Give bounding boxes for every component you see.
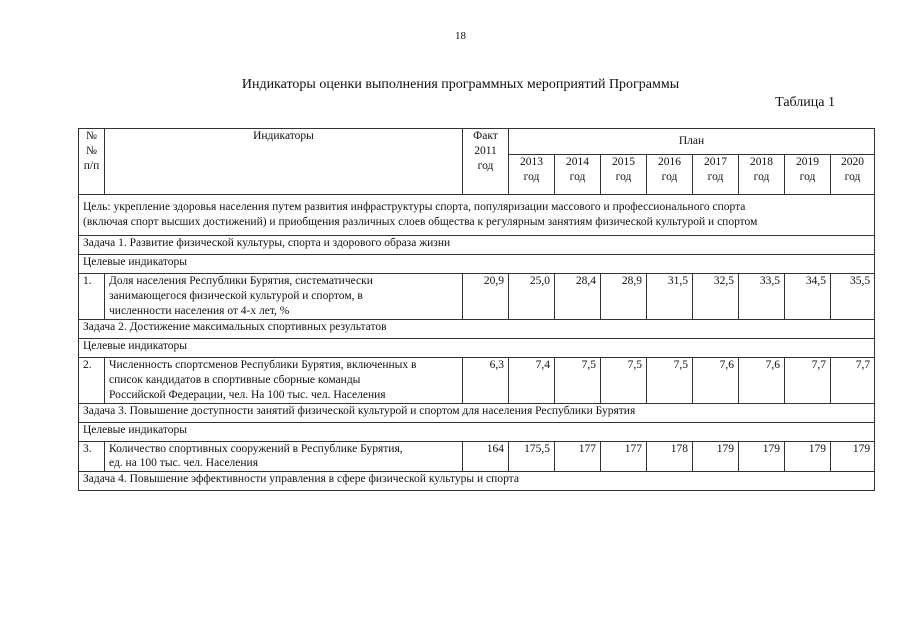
header-year: 2019 год xyxy=(785,155,831,195)
page-number: 18 xyxy=(455,30,466,42)
task-subheading: Целевые индикаторы xyxy=(79,338,875,357)
header-indicators: Индикаторы xyxy=(105,129,463,195)
row-value: 25,0 xyxy=(509,273,555,319)
row-value: 177 xyxy=(555,441,601,472)
table-row xyxy=(79,441,875,472)
row-fact: 6,3 xyxy=(463,357,509,403)
header-num: № № п/п xyxy=(79,129,105,195)
task-subheading: Целевые индикаторы xyxy=(79,254,875,273)
row-num: 2. xyxy=(79,357,105,403)
task-title: Задача 2. Достижение максимальных спортивных результатов xyxy=(79,319,875,338)
row-value: 7,6 xyxy=(693,357,739,403)
header-plan: План xyxy=(509,129,875,155)
row-value: 179 xyxy=(739,441,785,472)
header-year: 2017 год xyxy=(693,155,739,195)
row-value: 7,5 xyxy=(555,357,601,403)
row-value: 32,5 xyxy=(693,273,739,319)
row-fact: 164 xyxy=(463,441,509,472)
row-value: 177 xyxy=(601,441,647,472)
row-num: 3. xyxy=(79,441,105,472)
table-row xyxy=(79,357,875,403)
indicators-table xyxy=(78,128,875,491)
row-value: 35,5 xyxy=(831,273,875,319)
task-title: Задача 3. Повышение доступности занятий физической культурой и спортом для населения Республики Бурятия xyxy=(79,403,875,422)
header-year: 2018 год xyxy=(739,155,785,195)
row-value: 7,5 xyxy=(647,357,693,403)
task-title: Задача 4. Повышение эффективности управления в сфере физической культуры и спорта xyxy=(79,472,875,491)
row-value: 34,5 xyxy=(785,273,831,319)
row-value: 7,4 xyxy=(509,357,555,403)
goal-row: Цель: укрепление здоровья населения путем развития инфраструктуры спорта, популяризации массового и профессионального спорта (включая спорт высших достижений) и приобщения различных слоев общества к регулярным занятиям физической культурой и спортом xyxy=(79,195,875,236)
row-value: 31,5 xyxy=(647,273,693,319)
row-value: 179 xyxy=(831,441,875,472)
header-fact: Факт 2011 год xyxy=(463,129,509,195)
row-value: 7,7 xyxy=(785,357,831,403)
header-year: 2016 год xyxy=(647,155,693,195)
task-subheading: Целевые индикаторы xyxy=(79,422,875,441)
document-title: Индикаторы оценки выполнения программных мероприятий Программы xyxy=(241,77,680,92)
row-value: 33,5 xyxy=(739,273,785,319)
row-value: 179 xyxy=(785,441,831,472)
row-value: 28,9 xyxy=(601,273,647,319)
header-year: 2013 год xyxy=(509,155,555,195)
row-indicator: Доля населения Республики Бурятия, систематически занимающегося физической культурой и спортом, в численности населения от 4-х лет, % xyxy=(105,273,463,319)
row-value: 7,5 xyxy=(601,357,647,403)
task-title: Задача 1. Развитие физической культуры, спорта и здорового образа жизни xyxy=(79,235,875,254)
table-row xyxy=(79,273,875,319)
row-num: 1. xyxy=(79,273,105,319)
row-indicator: Численность спортсменов Республики Бурятия, включенных в список кандидатов в спортивные сборные команды Российской Федерации, чел. На 100 тыс. чел. Населения xyxy=(105,357,463,403)
header-year: 2015 год xyxy=(601,155,647,195)
header-year: 2014 год xyxy=(555,155,601,195)
row-value: 178 xyxy=(647,441,693,472)
row-value: 175,5 xyxy=(509,441,555,472)
header-year: 2020 год xyxy=(831,155,875,195)
row-value: 28,4 xyxy=(555,273,601,319)
row-value: 7,6 xyxy=(739,357,785,403)
row-indicator: Количество спортивных сооружений в Республике Бурятия, ед. на 100 тыс. чел. Населения xyxy=(105,441,463,472)
row-fact: 20,9 xyxy=(463,273,509,319)
table-label: Таблица 1 xyxy=(775,95,835,110)
row-value: 7,7 xyxy=(831,357,875,403)
row-value: 179 xyxy=(693,441,739,472)
